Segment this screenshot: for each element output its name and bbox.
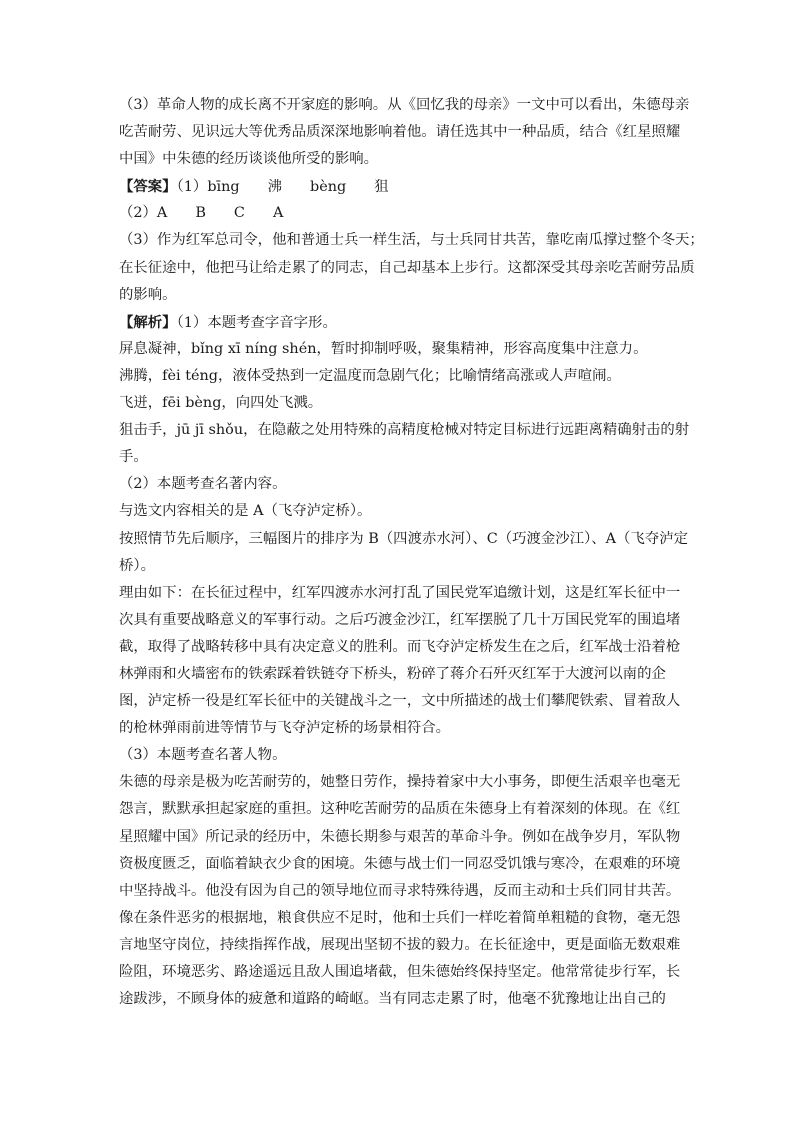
analysis-line: 桥）。 (119, 557, 155, 574)
analysis-line: 星照耀中国》所记录的经历中，朱德长期参与艰苦的革命斗争。例如在战争岁月，军队物 (119, 828, 681, 845)
analysis-line: 资极度匮乏，面临着缺衣少食的困境。朱德与战士们一同忍受饥饿与寒冷，在艰难的环境 (119, 855, 681, 872)
answer-part: 狙 (374, 179, 389, 196)
analysis-line: 次具有重要战略意义的军事行动。之后巧渡金沙江，红军摆脱了几十万国民党军的围追堵 (119, 611, 681, 628)
answer-line-2 (119, 200, 679, 227)
analysis-line-1 (119, 309, 679, 336)
answer-line-1 (119, 173, 679, 200)
analysis-line: 按照情节先后顺序，三幅图片的排序为 B（四渡赤水河）、C（巧渡金沙江）、A（飞夺泸定 (119, 530, 688, 547)
analysis-line: 中坚持战斗。他没有因为自己的领导地位而寻求特殊待遇，反而主动和士兵们同甘共苦。 (119, 882, 681, 899)
analysis-line: 截，取得了战略转移中具有决定意义的胜利。而飞夺泸定桥发生在之后，红军战士沿着枪 (119, 638, 681, 655)
analysis-line: 怨言，默默承担起家庭的重担。这种吃苦耐劳的品质在朱德身上有着深刻的体现。在《红 (119, 801, 681, 818)
analysis-line: 言地坚守岗位，持续指挥作战，展现出坚韧不拔的毅力。在长征途中，更是面临无数艰难 (119, 936, 681, 953)
analysis-line: （3）本题考查名著人物。 (119, 747, 287, 764)
answer-part: 沸 (267, 179, 283, 196)
answer-part: A (272, 205, 284, 222)
answer-part: B (195, 205, 206, 222)
answer-part: （1）bīng (176, 179, 240, 196)
question-line: 中国》中朱德的经历谈谈他所受的影响。 (119, 151, 379, 168)
analysis-line: 理由如下：在长征过程中，红军四渡赤水河打乱了国民党军追缴计划，这是红军长征中一 (119, 584, 681, 601)
analysis-line: 飞迸，fēi bèng，向四处飞溅。 (119, 395, 323, 412)
analysis-line: 沸腾，fèi téng，液体受热到一定温度而急剧气化；比喻情绪高涨或人声喧闹。 (119, 367, 621, 384)
analysis-line: 像在条件恶劣的根据地，粮食供应不足时，他和士兵们一样吃着简单粗糙的食物，毫无怨 (119, 909, 681, 926)
analysis-line: 林弹雨和火墙密布的铁索踩着铁链夺下桥头，粉碎了蒋介石歼灭红军于大渡河以南的企 (119, 665, 666, 682)
answer-part: （2）A (119, 205, 168, 222)
answer-part: bèng (310, 179, 347, 196)
analysis-line: 狙击手，jū jī shǒu，在隐蔽之处用特殊的高精度枪械对特定目标进行远距离精确射击的射 (119, 422, 690, 439)
analysis-line: 险阻，环境恶劣、路途遥远且敌人围追堵截，但朱德始终保持坚定。他常常徒步行军，长 (119, 964, 681, 980)
analysis-line: 手。 (119, 449, 148, 466)
analysis-line: 的枪林弹雨前进等情节与飞夺泸定桥的场景相符合。 (119, 720, 450, 737)
analysis-intro: （1）本题考查字音字形。 (176, 314, 337, 331)
document-body (119, 92, 704, 1013)
answer-part: C (233, 205, 245, 222)
analysis-line: 与选文内容相关的是 A（飞夺泸定桥）。 (119, 503, 372, 520)
analysis-line: 屏息凝神，bǐng xī níng shén，暂时抑制呼吸，聚集精神，形容高度集中注意力。 (119, 340, 648, 357)
analysis-line: 图，泸定桥一役是红军长征中的关键战斗之一，文中所描述的战士们攀爬铁索、冒着敌人 (119, 693, 681, 710)
analysis-tag: 【解析】 (119, 313, 177, 331)
analysis-line: 途跋涉，不顾身体的疲惫和道路的崎岖。当有同志走累了时，他毫不犹豫地让出自己的 (119, 991, 666, 1008)
answer-line: （3）作为红军总司令，他和普通士兵一样生活，与士兵同甘共苦，靠吃南瓜撑过整个冬天； (119, 232, 704, 249)
question-line: （3）革命人物的成长离不开家庭的影响。从《回忆我的母亲》一文中可以看出，朱德母亲 (119, 97, 690, 113)
answer-line: 在长征途中，他把马让给走累了的同志，自己却基本上步行。这都深受其母亲吃苦耐劳品质 (119, 259, 695, 276)
answer-line: 的影响。 (119, 286, 177, 303)
analysis-line: 朱德的母亲是极为吃苦耐劳的，她整日劳作，操持着家中大小事务，即便生活艰辛也毫无 (119, 774, 681, 791)
answer-tag: 【答案】 (119, 178, 177, 196)
analysis-line: （2）本题考查名著内容。 (119, 476, 287, 493)
question-line: 吃苦耐劳、见识远大等优秀品质深深地影响着他。请任选其中一种品质，结合《红星照耀 (119, 124, 681, 141)
